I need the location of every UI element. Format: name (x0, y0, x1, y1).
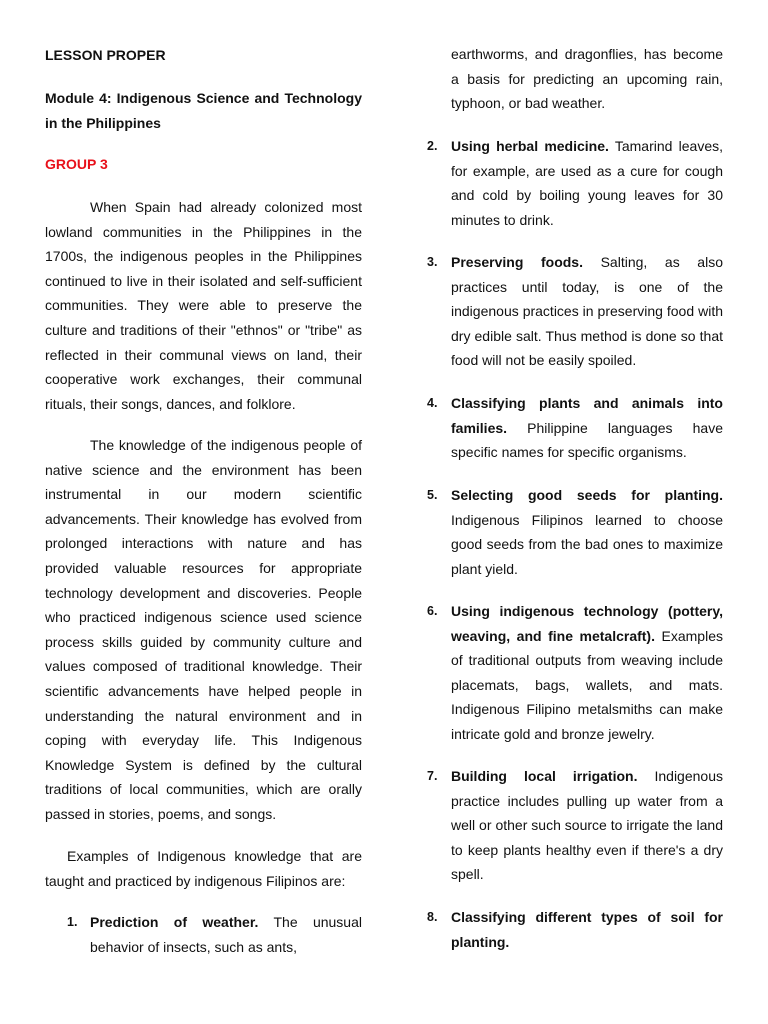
paragraph-examples: Examples of Indigenous knowledge that are taught and practiced by indigenous Filipinos are: (45, 848, 362, 889)
item-text: Salting, as also practices until today, is one of the indigenous practices in preserving food with dry edible salt. Thus method is done so that food will not be easily spoiled. (451, 254, 723, 369)
paragraph-intro: When Spain had already colonized most lowland communities in the Philippines in the 1700s, the indigenous peoples in the Philippines continued to live in their isolated and self-sufficient communities. They were able to preserve the culture and traditions of their "ethnos" or "tribe" as reflected in their communal views on land, their cooperative work exchanges, their communal rituals, their songs, dances, and folklore. (45, 199, 362, 412)
item-title: Selecting good seeds for planting. (451, 487, 723, 503)
examples-list-right (427, 391, 723, 465)
item-text: Indigenous Filipinos learned to choose good seeds from the bad ones to maximize plant yield. (451, 511, 723, 577)
list-item (427, 250, 723, 373)
list-item (427, 599, 723, 747)
item-number: 2. (427, 139, 438, 153)
item-title: Classifying different types of soil for planting. (451, 909, 723, 950)
item-title: Prediction of weather. (90, 914, 259, 930)
item-number: 8. (427, 910, 438, 924)
item-title: Building local irrigation. (451, 768, 638, 784)
list-item (427, 391, 723, 465)
item-text-continued: behavior of insects, such as ants, (90, 938, 297, 955)
examples-list-right (427, 250, 723, 373)
list-item (45, 910, 362, 959)
item-text: Examples of traditional outputs from weaving include placemats, bags, wallets, and mats. Indigenous Filipino metalsmiths can make intricate gold and bronze jewelry. (451, 627, 723, 742)
item-number: 7. (427, 769, 438, 783)
item-number: 1. (67, 915, 78, 929)
examples-list-right (427, 905, 723, 954)
item-number: 6. (427, 604, 438, 618)
item-number: 3. (427, 255, 438, 269)
item-title: Classifying plants and animals into families. (451, 395, 723, 436)
examples-list-left (45, 910, 362, 959)
list-item (427, 134, 723, 232)
item-title: Using indigenous technology (pottery, weaving, and fine metalcraft). (451, 603, 723, 644)
item-1-continuation: earthworms, and dragonflies, has become a basis for predicting an upcoming rain, typhoon, or bad weather. (451, 46, 723, 112)
examples-list-right (427, 764, 723, 887)
item-text: The unusual (258, 914, 362, 930)
item-text: Philippine languages have specific names for specific organisms. (451, 419, 723, 461)
item-number: 5. (427, 488, 438, 502)
list-item (427, 483, 723, 581)
item-title: Using herbal medicine. (451, 138, 609, 154)
examples-list-right (427, 483, 723, 581)
paragraph-knowledge: The knowledge of the indigenous people of native science and the environment has been instrumental in our modern scientific advancements. Their knowledge has evolved from prolonged interactions with nature and has provided valuable resources for appropriate technology development and discoveries. People who practiced indigenous science used science process skills guided by community culture and values composed of traditional knowledge. Their scientific advancements have helped people in understanding the natural environment and in coping with everyday life. This Indigenous Knowledge System is defined by the cultural traditions of local communities, which are orally passed in stories, poems, and songs. (45, 437, 362, 822)
item-number: 4. (427, 396, 438, 410)
item-text: Tamarind leaves, for example, are used as a cure for cough and cold by boiling young leaves for 30 minutes to drink. (451, 138, 724, 228)
group-label: GROUP 3 (45, 156, 108, 172)
examples-list-right (427, 599, 723, 747)
list-item (427, 764, 723, 887)
list-item (427, 905, 723, 954)
examples-list-right (427, 134, 723, 232)
module-title: Module 4: Indigenous Science and Technology in the Philippines (45, 90, 362, 131)
lesson-title: LESSON PROPER (45, 47, 166, 63)
item-text: Indigenous practice includes pulling up water from a well or other such source to irrigate the land to keep plants healthy even if there's a dry spell. (451, 768, 723, 883)
item-title: Preserving foods. (451, 254, 583, 270)
